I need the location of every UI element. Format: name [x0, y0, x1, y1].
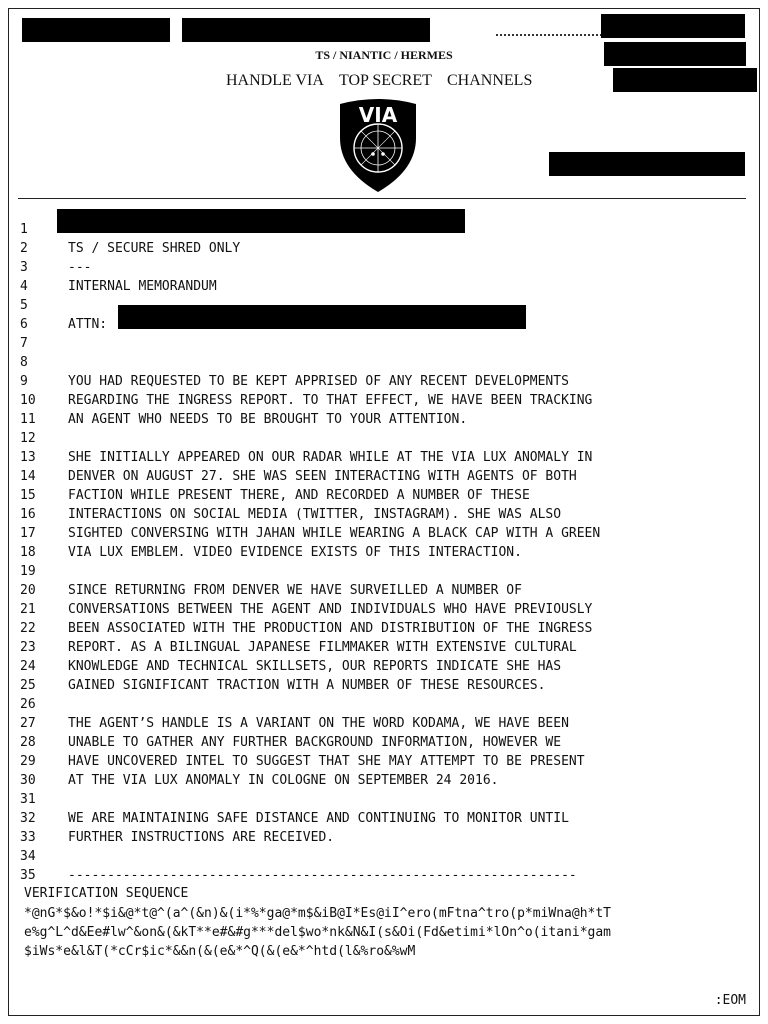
- memo-line: [0, 638, 768, 657]
- line-number: 19: [20, 564, 36, 579]
- line-number: 35: [20, 868, 36, 883]
- line-number: 14: [20, 469, 36, 484]
- memo-line: [0, 714, 768, 733]
- memo-line: [0, 562, 768, 581]
- line-number: 9: [20, 374, 28, 389]
- line-number: 3: [20, 260, 28, 275]
- line-text: AT THE VIA LUX ANOMALY IN COLOGNE ON SEPTEMBER 24 2016.: [68, 773, 499, 788]
- verification-title: VERIFICATION SEQUENCE: [24, 886, 189, 901]
- line-text: HAVE UNCOVERED INTEL TO SUGGEST THAT SHE MAY ATTEMPT TO BE PRESENT: [68, 754, 585, 769]
- memo-line: [0, 391, 768, 410]
- memo-line: [0, 448, 768, 467]
- line-text: CONVERSATIONS BETWEEN THE AGENT AND INDIVIDUALS WHO HAVE PREVIOUSLY: [68, 602, 593, 617]
- redaction-attn: [118, 305, 526, 329]
- line-text: AN AGENT WHO NEEDS TO BE BROUGHT TO YOUR ATTENTION.: [68, 412, 468, 427]
- top-secret-text: TOP SECRET: [339, 72, 432, 89]
- line-number: 20: [20, 583, 36, 598]
- header-divider: [18, 198, 746, 199]
- line-number: 4: [20, 279, 28, 294]
- line-number: 33: [20, 830, 36, 845]
- end-of-message: :EOM: [714, 993, 746, 1008]
- line-number: 8: [20, 355, 28, 370]
- memo-line: [0, 752, 768, 771]
- memo-line: [0, 505, 768, 524]
- memo-line: [0, 258, 768, 277]
- line-number: 1: [20, 222, 28, 237]
- memo-line: [0, 809, 768, 828]
- line-text: SHE INITIALLY APPEARED ON OUR RADAR WHILE AT THE VIA LUX ANOMALY IN: [68, 450, 593, 465]
- redaction-top-left: [22, 18, 170, 42]
- line-number: 29: [20, 754, 36, 769]
- line-number: 15: [20, 488, 36, 503]
- memo-line: [0, 239, 768, 258]
- memo-line: [0, 524, 768, 543]
- redaction-top-right-3: [613, 68, 757, 92]
- memo-line: [0, 486, 768, 505]
- redaction-top-center: [182, 18, 430, 42]
- line-text: SIGHTED CONVERSING WITH JAHAN WHILE WEARING A BLACK CAP WITH A GREEN: [68, 526, 601, 541]
- memo-line: [0, 771, 768, 790]
- memo-line: [0, 733, 768, 752]
- line-number: 6: [20, 317, 28, 332]
- line-text: SINCE RETURNING FROM DENVER WE HAVE SURVEILLED A NUMBER OF: [68, 583, 522, 598]
- line-text: REPORT. AS A BILINGUAL JAPANESE FILMMAKER WITH EXTENSIVE CULTURAL: [68, 640, 577, 655]
- line-text: BEEN ASSOCIATED WITH THE PRODUCTION AND DISTRIBUTION OF THE INGRESS: [68, 621, 593, 636]
- line-text: GAINED SIGNIFICANT TRACTION WITH A NUMBER OF THESE RESOURCES.: [68, 678, 546, 693]
- line-text: VIA LUX EMBLEM. VIDEO EVIDENCE EXISTS OF THIS INTERACTION.: [68, 545, 522, 560]
- memo-line: [0, 847, 768, 866]
- line-number: 2: [20, 241, 28, 256]
- line-text: FURTHER INSTRUCTIONS ARE RECEIVED.: [68, 830, 335, 845]
- line-text: REGARDING THE INGRESS REPORT. TO THAT EFFECT, WE HAVE BEEN TRACKING: [68, 393, 593, 408]
- line-number: 7: [20, 336, 28, 351]
- line-number: 30: [20, 773, 36, 788]
- line-number: 22: [20, 621, 36, 636]
- line-number: 32: [20, 811, 36, 826]
- via-shield-logo-icon: [336, 98, 420, 194]
- line-text: INTERACTIONS ON SOCIAL MEDIA (TWITTER, INSTAGRAM). SHE WAS ALSO: [68, 507, 562, 522]
- redaction-right-middle: [549, 152, 745, 176]
- line-text: FACTION WHILE PRESENT THERE, AND RECORDED A NUMBER OF THESE: [68, 488, 530, 503]
- line-number: 17: [20, 526, 36, 541]
- line-number: 34: [20, 849, 36, 864]
- line-text: KNOWLEDGE AND TECHNICAL SKILLSETS, OUR REPORTS INDICATE SHE HAS: [68, 659, 562, 674]
- memo-line: [0, 600, 768, 619]
- line-number: 25: [20, 678, 36, 693]
- line-number: 26: [20, 697, 36, 712]
- memo-line: [0, 581, 768, 600]
- line-number: 10: [20, 393, 36, 408]
- memo-line: [0, 429, 768, 448]
- line-number: 24: [20, 659, 36, 674]
- memo-line: [0, 657, 768, 676]
- memo-line: [0, 353, 768, 372]
- logo-letters: VIA: [358, 103, 398, 127]
- memo-line: [0, 467, 768, 486]
- redaction-line-1: [57, 209, 465, 233]
- line-number: 28: [20, 735, 36, 750]
- line-text: WE ARE MAINTAINING SAFE DISTANCE AND CONTINUING TO MONITOR UNTIL: [68, 811, 569, 826]
- line-number: 21: [20, 602, 36, 617]
- memo-line: [0, 372, 768, 391]
- line-text: THE AGENT’S HANDLE IS A VARIANT ON THE WORD KODAMA, WE HAVE BEEN: [68, 716, 569, 731]
- line-text: DENVER ON AUGUST 27. SHE WAS SEEN INTERACTING WITH AGENTS OF BOTH: [68, 469, 577, 484]
- verification-line: $iWs*e&l&T(*cCr$ic*&&n(&(e&*^Q(&(e&*^htd(l&%ro&%wM: [24, 944, 416, 959]
- line-number: 23: [20, 640, 36, 655]
- memo-line: [0, 334, 768, 353]
- redaction-top-right-1: [601, 14, 745, 38]
- memo-line: [0, 619, 768, 638]
- line-text: TS / SECURE SHRED ONLY: [68, 241, 241, 256]
- line-number: 11: [20, 412, 36, 427]
- line-text: ---: [68, 260, 92, 275]
- classification-caveat: TS / NIANTIC / HERMES: [315, 48, 453, 62]
- line-number: 5: [20, 298, 28, 313]
- line-text: INTERNAL MEMORANDUM: [68, 279, 217, 294]
- line-text: ATTN:: [68, 317, 108, 332]
- line-text: YOU HAD REQUESTED TO BE KEPT APPRISED OF ANY RECENT DEVELOPMENTS: [68, 374, 569, 389]
- memo-line: [0, 790, 768, 809]
- handle-via-text: HANDLE VIA: [226, 72, 324, 89]
- line-number: 13: [20, 450, 36, 465]
- line-number: 16: [20, 507, 36, 522]
- line-text: -----------------------------------------------------------------: [68, 868, 577, 883]
- dotted-line: [496, 34, 602, 36]
- memo-line: [0, 543, 768, 562]
- line-number: 31: [20, 792, 36, 807]
- verification-line: *@nG*$&o!*$i&@*t@^(a^(&n)&(i*%*ga@*m$&iB@I*Es@iI^ero(mFtna^tro(p*miWna@h*tT: [24, 906, 611, 921]
- line-number: 12: [20, 431, 36, 446]
- line-number: 18: [20, 545, 36, 560]
- memo-line: [0, 866, 768, 885]
- channels-text: CHANNELS: [447, 72, 533, 89]
- memo-line: [0, 676, 768, 695]
- memo-line: [0, 277, 768, 296]
- verification-line: e%g^L^d&Ee#lw^&on&(&kT**e#&#g***del$wo*nk&N&I(s&Oi(Fd&etimi*lOn^o(itani*gam: [24, 925, 611, 940]
- memo-line: [0, 410, 768, 429]
- line-text: UNABLE TO GATHER ANY FURTHER BACKGROUND INFORMATION, HOWEVER WE: [68, 735, 562, 750]
- memo-line: [0, 695, 768, 714]
- memo-line: [0, 828, 768, 847]
- line-number: 27: [20, 716, 36, 731]
